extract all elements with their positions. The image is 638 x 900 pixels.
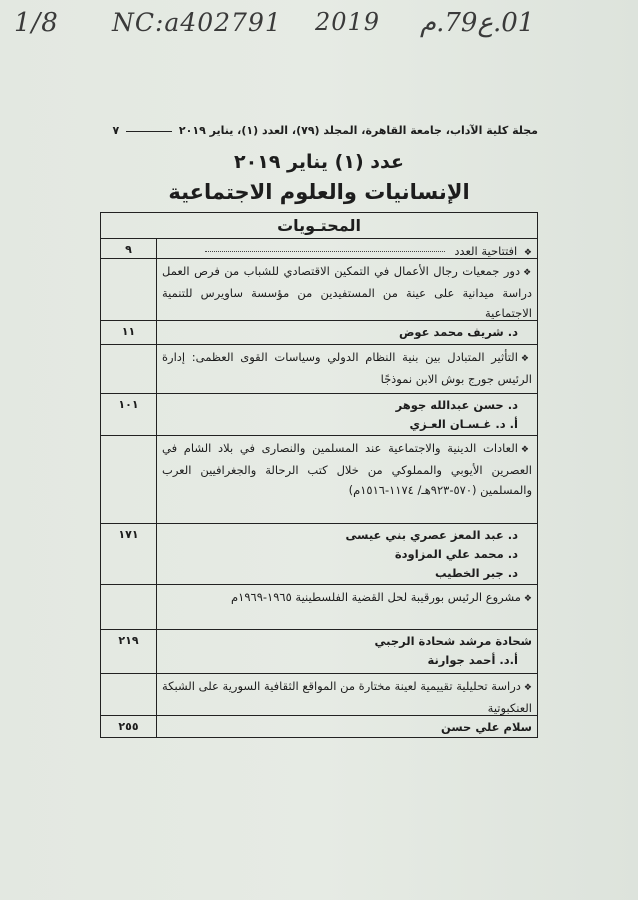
- author-name: أ.د. أحمد جوارنة: [427, 653, 518, 667]
- article-title: مشروع الرئيس بورقيبة لحل القضية الفلسطينية ١٩٦٥-١٩٦٩م: [231, 590, 521, 604]
- page-ref: ١٠١: [101, 394, 157, 435]
- toc-row-article: [101, 585, 537, 630]
- running-title: مجلة كلية الآداب، جامعة القاهرة، المجلد (٧٩)، العدد (١)، يناير ٢٠١٩: [178, 124, 538, 137]
- leader-dots: [205, 251, 445, 252]
- article-title: التأثير المتبادل بين بنية النظام الدولي وسياسات القوى العظمى: إدارة الرئيس جورج بوش الابن نموذجًا: [162, 350, 532, 386]
- article-title-cell: [157, 674, 537, 715]
- toc-row-article: [101, 674, 537, 716]
- toc-opening-entry: [157, 239, 537, 258]
- page-ref-empty: [101, 259, 157, 320]
- handwritten-ref-accession: NC:a402791: [112, 8, 282, 37]
- toc-row-article: [101, 345, 537, 394]
- issue-subtitle: الإنسانيات والعلوم الاجتماعية: [168, 180, 470, 204]
- author-name: د. جبر الخطيب: [434, 566, 518, 580]
- diamond-bullet-icon: ❖: [523, 248, 532, 258]
- authors-cell: [157, 321, 537, 344]
- page-ref-empty: [101, 345, 157, 393]
- handwritten-ref-volume: 01.ع79.م: [420, 8, 535, 38]
- author-name: د. محمد علي المزاودة: [394, 547, 518, 561]
- page-ref: ١٧١: [101, 524, 157, 584]
- author-name: أ. د. غـسـان العـزي: [409, 417, 518, 431]
- author-name: د. شريف محمد عوض: [398, 325, 518, 339]
- article-title-cell: [157, 436, 537, 523]
- article-title-cell: [157, 585, 537, 629]
- authors-cell: [157, 524, 537, 584]
- article-title: دراسة تحليلية تقييمية لعينة مختارة من المواقع الثقافية السورية على الشبكة العنكبوتية: [162, 679, 532, 715]
- handwritten-ref-fraction: 1/8: [14, 8, 59, 38]
- header-rule: [126, 131, 172, 132]
- authors-cell: [157, 716, 537, 738]
- diamond-bullet-icon: ❖: [523, 594, 532, 604]
- authors-cell: [157, 394, 537, 435]
- article-title-cell: [157, 259, 537, 320]
- opening-label: افتتاحية العدد: [454, 244, 518, 258]
- page-ref: ١١: [101, 321, 157, 344]
- toc-row-authors: [101, 394, 537, 436]
- page-number: ٧: [112, 124, 120, 137]
- running-header: [100, 124, 538, 137]
- author-name: د. عبد المعز عصري بني عيسى: [345, 528, 518, 542]
- page-ref: ٩: [101, 239, 157, 258]
- page-ref-empty: [101, 674, 157, 715]
- diamond-bullet-icon: ❖: [523, 268, 532, 278]
- authors-cell: [157, 630, 537, 673]
- toc-row-article: [101, 259, 537, 321]
- page-ref-empty: [101, 436, 157, 523]
- page-ref-empty: [101, 585, 157, 629]
- author-name: شحادة مرشد شحادة الرجبي: [374, 634, 532, 648]
- author-name: سلام علي حسن: [440, 720, 532, 734]
- author-name: د. حسن عبدالله جوهر: [395, 398, 518, 412]
- diamond-bullet-icon: ❖: [520, 354, 532, 364]
- diamond-bullet-icon: ❖: [523, 683, 532, 693]
- page-ref: ٢٥٥: [101, 716, 157, 738]
- article-title: العادات الدينية والاجتماعية عند المسلمين والنصارى في بلاد الشام في العصرين الأيوبي والمملوكي من خلال كتب الرحالة والجغرافيين العرب والمسلمين (٥٧٠-٩٢٣هـ/ ١١٧٤-١٥١٦م): [162, 441, 532, 497]
- contents-heading: المحتـويات: [101, 213, 537, 239]
- toc-row-authors: [101, 630, 537, 674]
- article-title: دور جمعيات رجال الأعمال في التمكين الاقتصادي للشباب من فرص العمل دراسة ميدانية على عينة من المستفيدين من مؤسسة ساويرس للتنمية الاجتماعية: [162, 264, 532, 320]
- toc-row-opening: [101, 239, 537, 259]
- contents-table: [100, 212, 538, 738]
- diamond-bullet-icon: ❖: [520, 445, 532, 455]
- toc-row-article: [101, 436, 537, 524]
- toc-row-authors: [101, 716, 537, 738]
- toc-row-authors: [101, 524, 537, 585]
- toc-row-authors: [101, 321, 537, 345]
- handwritten-ref-year: 2019: [315, 8, 381, 36]
- page-ref: ٢١٩: [101, 630, 157, 673]
- article-title-cell: [157, 345, 537, 393]
- issue-title: عدد (١) يناير ٢٠١٩: [234, 151, 404, 173]
